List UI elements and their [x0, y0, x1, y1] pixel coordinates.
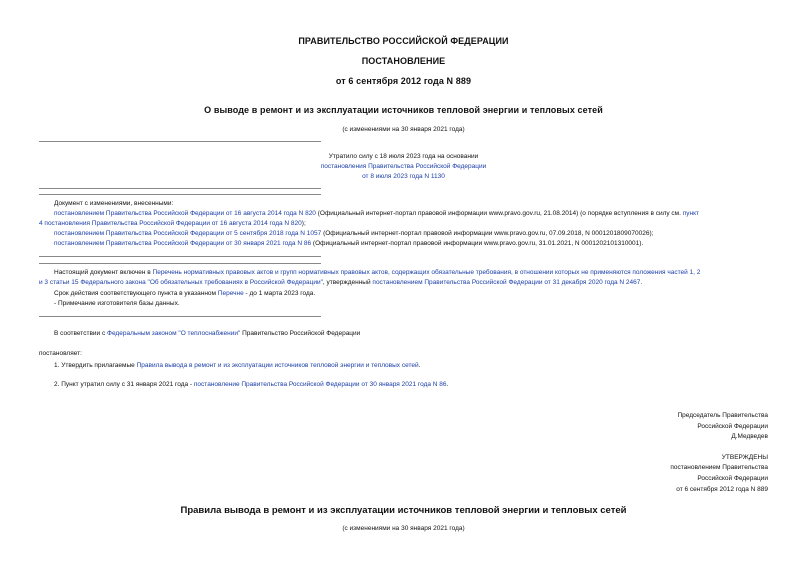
rules-changes-note: (с изменениями на 30 января 2021 года): [342, 525, 465, 532]
divider: [39, 256, 321, 257]
item-2-text: 2. Пункт утратил силу с 31 января 2021 года -: [54, 381, 194, 388]
amendment-1-link[interactable]: постановлением Правительства Российской Федерации от 16 августа 2014 года N 820: [54, 210, 316, 217]
approved-line-4: от 6 сентября 2012 года N 889: [676, 486, 768, 493]
note-line-3: [54, 289, 315, 299]
approved-line-3: Российской Федерации: [697, 475, 768, 482]
note-text: - до 1 марта 2023 года.: [243, 290, 316, 297]
signature-name: Д.Медведев: [731, 433, 768, 440]
note-text: Срок действия соответствующего пункта в указанном: [54, 290, 218, 297]
amendment-1: [54, 209, 699, 219]
amendment-3-link[interactable]: постановлением Правительства Российской Федерации от 30 января 2021 года N 86: [54, 240, 312, 247]
note-list-link-2[interactable]: Перечне: [217, 290, 244, 297]
invalidation-link-2[interactable]: от 8 июля 2023 года N 1130: [362, 173, 445, 180]
note-text: .: [640, 279, 643, 286]
amendment-1b-text: );: [301, 220, 306, 227]
signature-title: Председатель Правительства: [677, 412, 768, 419]
item-2-decree-link[interactable]: постановление Правительства Российской Федерации от 30 января 2021 года N 86: [193, 381, 447, 388]
note-list-link[interactable]: Перечень нормативных правовых актов и групп нормативных правовых актов, содержащих обязательные требования, в отношении которых не применяются положения частей 1, 2: [152, 269, 701, 276]
amendment-1-link-2[interactable]: пункт: [682, 210, 700, 217]
divider: [39, 263, 321, 264]
decree-word: постановляет:: [39, 350, 82, 357]
doc-changes-note: (с изменениями на 30 января 2021 года): [342, 126, 465, 133]
doc-type-heading: ПОСТАНОВЛЕНИЕ: [361, 56, 446, 66]
rules-title: Правила вывода в ремонт и из эксплуатации источников тепловой энергии и тепловых сетей: [180, 505, 627, 516]
amendment-2-text: (Официальный интернет-портал правовой информации www.pravo.gov.ru, 07.09.2018, N 0001201809070026);: [321, 230, 654, 237]
divider: [39, 316, 321, 317]
amendment-1-text: (Официальный интернет-портал правовой информации www.pravo.gov.ru, 21.08.2014) (о порядке вступления в силу см.: [315, 210, 681, 217]
note-line-2: [39, 278, 642, 288]
doc-date-number: от 6 сентября 2012 года N 889: [335, 76, 472, 86]
approved-heading: УТВЕРЖДЕНЫ: [721, 454, 768, 461]
approved-line-2: постановлением Правительства: [670, 464, 768, 471]
note-text: , утвержденный: [322, 279, 373, 286]
amendment-3: [54, 239, 643, 249]
amendment-2: [54, 229, 653, 239]
amendment-3-text: (Официальный интернет-портал правовой информации www.pravo.gov.ru, 31.01.2021, N 0001202101310001).: [311, 240, 644, 247]
item-1: [54, 361, 420, 371]
invalidation-link-1[interactable]: постановления Правительства Российской Федерации: [320, 163, 487, 170]
item-2-text: .: [446, 381, 449, 388]
item-1-text: .: [418, 362, 421, 369]
amendment-1b-link[interactable]: 4 постановления Правительства Российской Федерации от 16 августа 2014 года N 820: [39, 220, 302, 227]
note-db-remark: - Примечание изготовителя базы данных.: [54, 300, 180, 307]
note-line-1: [54, 268, 700, 278]
preamble: [54, 329, 360, 339]
heat-supply-law-link[interactable]: Федеральным законом "О теплоснабжении": [107, 330, 241, 337]
doc-title: О выводе в ремонт и из эксплуатации источников тепловой энергии и тепловых сетей: [204, 105, 603, 115]
preamble-text: В соответствии с: [54, 330, 108, 337]
government-heading: ПРАВИТЕЛЬСТВО РОССИЙСКОЙ ФЕДЕРАЦИИ: [298, 36, 509, 46]
item-2: [54, 380, 448, 390]
divider: [39, 188, 321, 189]
note-text: Настоящий документ включен в: [54, 269, 153, 276]
note-decree-link[interactable]: постановлением Правительства Российской Федерации от 31 декабря 2020 года N 2467: [372, 279, 641, 286]
signature-country: Российской Федерации: [697, 423, 768, 430]
divider: [39, 194, 321, 195]
preamble-text: Правительство Российской Федерации: [240, 330, 361, 337]
amendment-1-cont: [39, 219, 306, 229]
invalidation-line: Утратило силу с 18 июля 2023 года на основании: [328, 153, 479, 160]
rules-link[interactable]: Правила вывода в ремонт и из эксплуатации источников тепловой энергии и тепловых сетей: [136, 362, 419, 369]
amendment-2-link[interactable]: постановлением Правительства Российской Федерации от 5 сентября 2018 года N 1057: [54, 230, 322, 237]
amendments-intro: Документ с изменениями, внесенными:: [54, 200, 174, 207]
item-1-text: 1. Утвердить прилагаемые: [54, 362, 137, 369]
divider: [39, 141, 321, 142]
note-law-link[interactable]: и 3 статьи 15 Федерального закона "Об обязательных требованиях в Российской Федерации": [39, 279, 323, 286]
